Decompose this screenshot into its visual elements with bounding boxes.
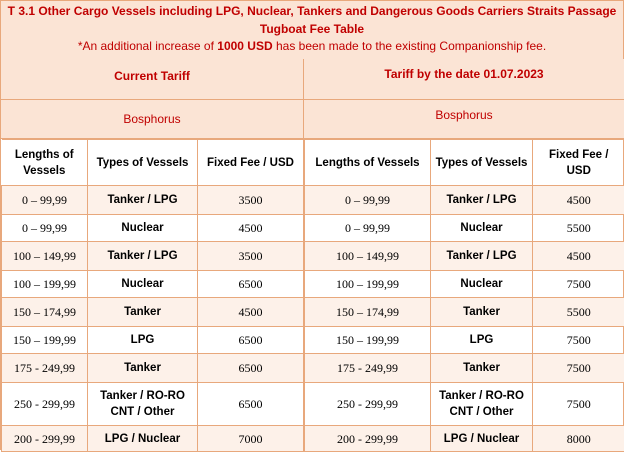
vessel-length-cell: 100 – 149,99 — [305, 242, 431, 271]
table-row — [305, 215, 624, 242]
fixed-fee-cell: 4500 — [533, 242, 624, 271]
column-header-length: Lengths of Vessels — [305, 140, 431, 186]
fixed-fee-cell: 6500 — [198, 354, 304, 383]
table-row — [2, 271, 304, 298]
vessel-length-cell: 150 – 174,99 — [2, 298, 88, 327]
column-header-length: Lengths of Vessels — [2, 140, 88, 186]
vessel-type-cell: Tanker — [431, 354, 533, 383]
table-row — [2, 426, 304, 452]
vessel-type-cell: LPG / Nuclear — [431, 426, 533, 452]
vessel-length-cell: 150 – 174,99 — [305, 298, 431, 327]
title-line-1: T 3.1 Other Cargo Vessels including LPG, Nuclear, Tankers and Dangerous Goods Carriers Straits Passage — [1, 4, 623, 18]
note-suffix: has been made to the existing Companionship fee. — [273, 39, 547, 53]
fixed-fee-cell: 6500 — [198, 327, 304, 354]
fixed-fee-cell: 5500 — [533, 298, 624, 327]
current-tariff-panel — [1, 59, 303, 449]
future-tariff-panel — [303, 59, 624, 449]
increase-note — [1, 39, 623, 53]
vessel-type-cell: Tanker / RO-RO CNT / Other — [88, 383, 198, 426]
future-tariff-table — [304, 139, 624, 452]
fixed-fee-cell: 7500 — [533, 383, 624, 426]
fixed-fee-cell: 6500 — [198, 383, 304, 426]
current-tariff-table — [1, 139, 304, 452]
vessel-length-cell: 0 – 99,99 — [2, 186, 88, 215]
vessel-type-cell: Nuclear — [88, 215, 198, 242]
column-header-fee: Fixed Fee / USD — [198, 140, 304, 186]
vessel-length-cell: 175 - 249,99 — [2, 354, 88, 383]
fixed-fee-cell: 3500 — [198, 186, 304, 215]
vessel-type-cell: Tanker / RO-RO CNT / Other — [431, 383, 533, 426]
vessel-type-cell: Tanker / LPG — [88, 242, 198, 271]
table-row — [305, 271, 624, 298]
table-row — [305, 354, 624, 383]
vessel-length-cell: 200 - 299,99 — [305, 426, 431, 452]
future-strait-label: Bosphorus — [304, 100, 624, 139]
fixed-fee-cell: 7000 — [198, 426, 304, 452]
vessel-type-cell: LPG / Nuclear — [88, 426, 198, 452]
column-header-type: Types of Vessels — [431, 140, 533, 186]
vessel-type-cell: LPG — [88, 327, 198, 354]
table-row — [2, 298, 304, 327]
vessel-length-cell: 100 – 199,99 — [305, 271, 431, 298]
vessel-type-cell: Tanker / LPG — [88, 186, 198, 215]
vessel-length-cell: 250 - 299,99 — [2, 383, 88, 426]
fixed-fee-cell: 7500 — [533, 327, 624, 354]
table-row — [305, 383, 624, 426]
fixed-fee-cell: 7500 — [533, 354, 624, 383]
vessel-length-cell: 0 – 99,99 — [305, 186, 431, 215]
note-amount: 1000 USD — [217, 39, 272, 53]
table-row — [2, 186, 304, 215]
title-line-2: Tugboat Fee Table — [1, 22, 623, 36]
table-row — [305, 327, 624, 354]
fixed-fee-cell: 4500 — [533, 186, 624, 215]
current-strait-label: Bosphorus — [1, 100, 303, 139]
vessel-length-cell: 0 – 99,99 — [305, 215, 431, 242]
table-row — [2, 383, 304, 426]
current-tariff-title: Current Tariff — [1, 59, 303, 100]
table-row — [2, 242, 304, 271]
vessel-length-cell: 0 – 99,99 — [2, 215, 88, 242]
vessel-type-cell: Tanker — [431, 298, 533, 327]
vessel-type-cell: Tanker / LPG — [431, 186, 533, 215]
vessel-length-cell: 150 – 199,99 — [305, 327, 431, 354]
table-row — [2, 215, 304, 242]
table-header-row — [2, 140, 304, 186]
vessel-length-cell: 100 – 199,99 — [2, 271, 88, 298]
document-header — [1, 1, 623, 60]
column-header-type: Types of Vessels — [88, 140, 198, 186]
vessel-type-cell: Tanker — [88, 298, 198, 327]
fixed-fee-cell: 3500 — [198, 242, 304, 271]
table-row — [305, 426, 624, 452]
column-header-fee: Fixed Fee / USD — [533, 140, 624, 186]
fixed-fee-cell: 7500 — [533, 271, 624, 298]
vessel-length-cell: 200 - 299,99 — [2, 426, 88, 452]
table-row — [2, 327, 304, 354]
table-row — [305, 186, 624, 215]
future-tariff-title: Tariff by the date 01.07.2023 — [304, 59, 624, 100]
vessel-type-cell: LPG — [431, 327, 533, 354]
fixed-fee-cell: 4500 — [198, 215, 304, 242]
table-row — [2, 354, 304, 383]
fixed-fee-cell: 5500 — [533, 215, 624, 242]
vessel-type-cell: Tanker — [88, 354, 198, 383]
vessel-type-cell: Nuclear — [431, 215, 533, 242]
vessel-type-cell: Nuclear — [88, 271, 198, 298]
vessel-length-cell: 150 – 199,99 — [2, 327, 88, 354]
table-row — [305, 242, 624, 271]
vessel-type-cell: Tanker / LPG — [431, 242, 533, 271]
note-prefix: *An additional increase of — [78, 39, 217, 53]
table-header-row — [305, 140, 624, 186]
fixed-fee-cell: 8000 — [533, 426, 624, 452]
fixed-fee-cell: 4500 — [198, 298, 304, 327]
vessel-length-cell: 100 – 149,99 — [2, 242, 88, 271]
vessel-length-cell: 175 - 249,99 — [305, 354, 431, 383]
table-row — [305, 298, 624, 327]
fixed-fee-cell: 6500 — [198, 271, 304, 298]
vessel-type-cell: Nuclear — [431, 271, 533, 298]
vessel-length-cell: 250 - 299,99 — [305, 383, 431, 426]
